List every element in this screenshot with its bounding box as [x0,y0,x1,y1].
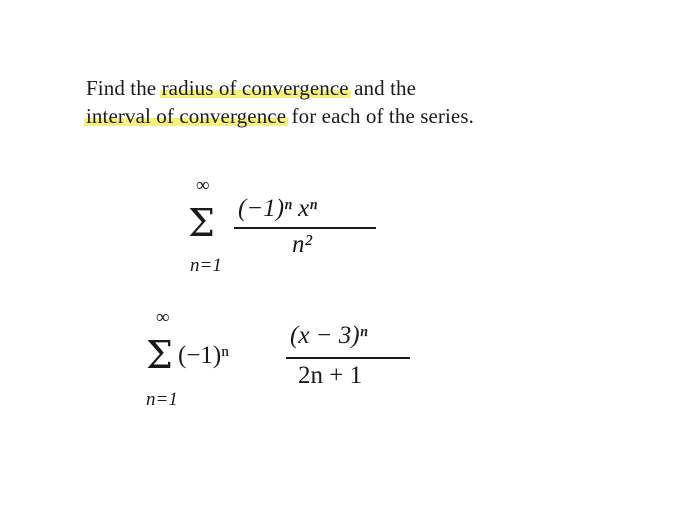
series-2-denominator: 2n + 1 [298,362,363,389]
series-1-sigma: Σ [188,201,215,245]
series-1-upper-limit: ∞ [196,175,210,196]
series-2-numerator: (x − 3)ⁿ [290,322,368,349]
series-2-upper-limit: ∞ [156,307,170,328]
series-2-sigma: Σ [146,333,173,377]
series-1-denominator: n² [292,231,312,258]
series-1-numerator: (−1)ⁿ xⁿ [238,195,318,222]
intro-middle: and the [354,76,417,100]
series-1-lower-limit: n=1 [190,255,222,276]
series-2-lower-limit: n=1 [146,389,178,410]
intro-suffix: for each of the series. [291,104,474,128]
highlight-radius: radius of convergence [161,76,349,100]
highlight-interval: interval of convergence [86,104,287,128]
intro-prefix: Find the [86,76,157,100]
series-2-factor: (−1)ⁿ [178,342,230,369]
series-2-fraction-bar [286,357,410,359]
